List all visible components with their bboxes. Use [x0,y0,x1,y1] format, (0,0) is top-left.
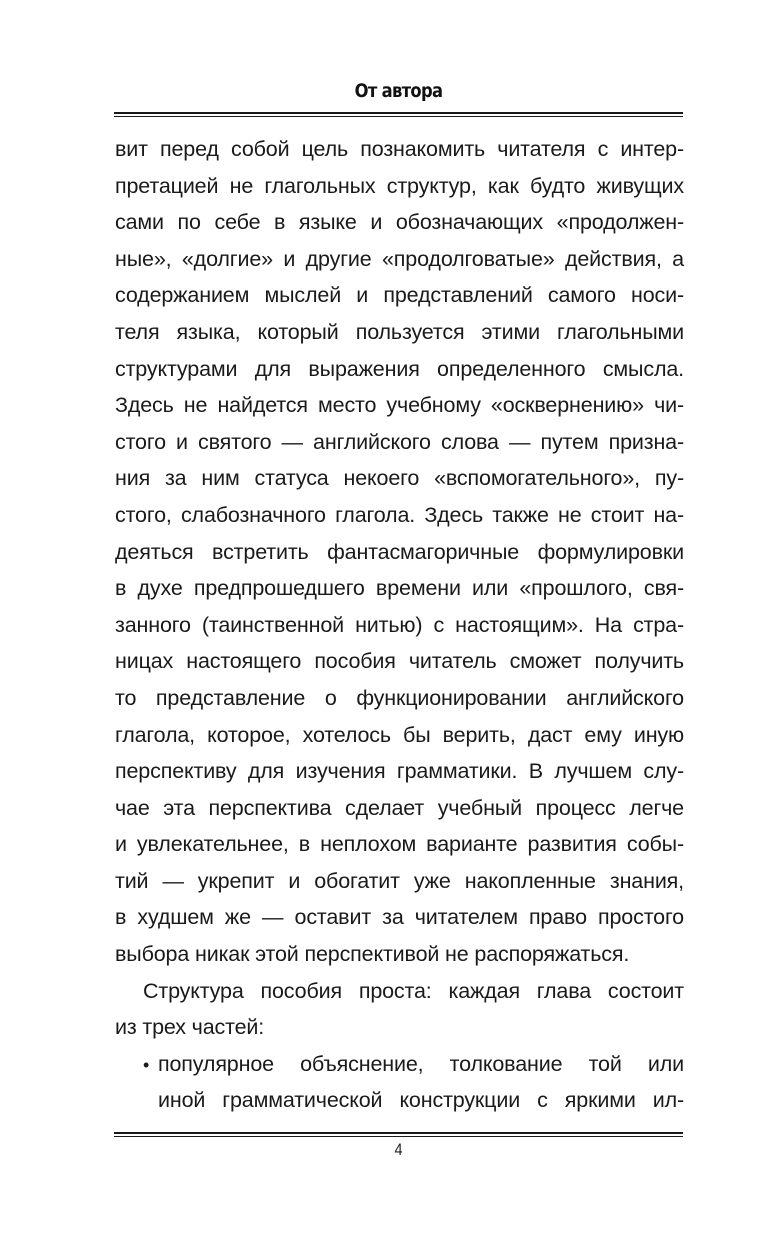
text-line: ницах настоящего пособия читатель сможет получить [115,649,684,674]
text-line: выбора никак этой перспективой не распоряжаться. [115,942,630,967]
paragraph-continued [115,131,684,973]
body-text [115,131,684,1119]
text-line: тий — укрепит и обогатит уже накопленные знания, [115,868,684,893]
text-line: то представление о функционировании английского [115,685,684,710]
text-line: теля языка, который пользуется этими глагольными [115,319,684,344]
text-line: Здесь не найдется место учебному «осквернению» чи- [115,393,684,418]
text-line: из трех частей: [115,1015,265,1040]
rule-thick-line [114,1132,683,1134]
bullet-icon: • [143,1054,150,1075]
text-line: стого, слабозначного глагола. Здесь также не стоит на- [115,502,684,527]
text-line: сами по себе в языке и обозначающих «продолжен- [115,210,684,235]
running-head-title: От автора [354,80,443,102]
page-number: 4 [394,1140,403,1159]
bullet-text: популярное объяснение, толкование той или [158,1051,684,1076]
footer-double-rule [114,1132,683,1137]
bullet-list-item [115,1046,684,1119]
text-line: деяться встретить фантасмагоричные формулировки [115,539,684,564]
text-line: глагола, которое, хотелось бы верить, даст ему иную [115,722,684,747]
text-line: Структура пособия проста: каждая глава состоит [143,978,684,1003]
rule-thick-line [114,112,683,114]
rule-thin-line [114,1136,683,1137]
text-line: чае эта перспектива сделает учебный процесс легче [115,795,684,820]
text-line: ные», «долгие» и другие «продолговатые» действия, а [115,246,684,271]
text-line: в духе предпрошедшего времени или «прошлого, свя- [115,576,684,601]
text-line: занного (таинственной нитью) с настоящим». На стра- [115,612,684,637]
text-line: иной грамматической конструкции с яркими ил- [158,1088,684,1113]
rule-thin-line [114,116,683,117]
text-line: перспективу для изучения грамматики. В лучшем слу- [115,759,684,784]
text-line: претацией не глагольных структур, как будто живущих [115,173,684,198]
book-page [114,0,683,1241]
text-line: структурами для выражения определенного смысла. [115,356,684,381]
text-line: стого и святого — английского слова — путем призна- [115,429,684,454]
text-line: содержанием мыслей и представлений самого носи- [115,283,684,308]
text-line: вит перед собой цель познакомить читателя с интер- [115,137,684,161]
text-line: в худшем же — оставит за читателем право простого [115,905,684,930]
text-line: ния за ним статуса некоего «вспомогательного», пу- [115,466,684,491]
bullet-line [115,1046,684,1083]
text-line: и увлекательнее, в неплохом варианте развития собы- [115,832,684,857]
paragraph-structure [115,973,684,1046]
header-double-rule [114,112,683,117]
